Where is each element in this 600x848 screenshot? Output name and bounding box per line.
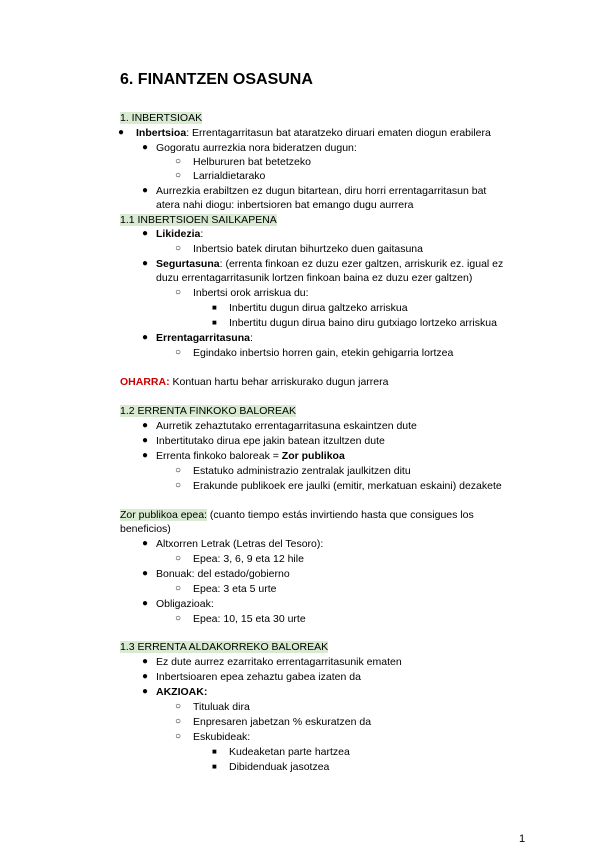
bullet-dot: ● [142, 598, 149, 609]
list-item: Segurtasuna: (errenta finkoan ez duzu ezer galtzen, arriskurik ez. igual ez [156, 258, 504, 270]
list-item-continuation: atera nahi diogu: inbertsioren bat emango dugu aurrera [156, 199, 414, 211]
list-item: Kudeaketan parte hartzea [229, 746, 350, 758]
list-item: Errentagarritasuna: [156, 332, 253, 344]
section-heading-sailkapena: 1.1 INBERTSIOEN SAILKAPENA [120, 214, 277, 226]
list-item: Aurrezkia erabiltzen ez dugun bitartean, diru horri errentagarritasun bat [156, 185, 487, 197]
list-item: Altxorren Letrak (Letras del Tesoro): [156, 538, 324, 550]
bullet-circle: ○ [175, 243, 182, 254]
list-item: Dibidenduak jasotzea [229, 761, 330, 773]
bullet-dot: ● [142, 538, 149, 549]
section-heading-inbertsioak: 1. INBERTSIOAK [120, 112, 203, 124]
bullet-dot: ● [142, 258, 149, 269]
bullet-dot: ● [142, 228, 149, 239]
section-heading-errenta-finkoko: 1.2 ERRENTA FINKOKO BALOREAK [120, 405, 297, 417]
bullet-circle: ○ [175, 613, 182, 624]
list-item: Estatuko administrazio zentralak jaulkitzen ditu [193, 465, 411, 477]
section-heading-errenta-aldakorreko: 1.3 ERRENTA ALDAKORREKO BALOREAK [120, 641, 329, 653]
bullet-dot: ● [142, 568, 149, 579]
list-item: Epea: 3 eta 5 urte [193, 583, 277, 595]
bullet-dot: ● [142, 420, 149, 431]
list-item: Inbertsioa: Errentagarritasun bat ataratzeko diruari ematen diogun erabilera [136, 127, 491, 139]
note-paragraph: OHARRA: Kontuan hartu behar arriskurako dugun jarrera [120, 376, 389, 388]
list-item: Epea: 3, 6, 9 eta 12 hile [193, 553, 304, 565]
zor-paragraph-continuation: beneficios) [120, 523, 171, 535]
list-item: Enpresaren jabetzan % eskuratzen da [193, 716, 372, 728]
list-item: Inbertsioaren epea zehaztu gabea izaten da [156, 671, 361, 683]
page-title: 6. FINANTZEN OSASUNA [120, 71, 313, 88]
list-item: Larrialdietarako [193, 170, 266, 182]
bullet-circle: ○ [175, 170, 182, 181]
bullet-circle: ○ [175, 716, 182, 727]
list-item-continuation: duzu errentagarritasunik lortzen finkoan baina ez duzu ezer galtzen) [156, 272, 473, 284]
bullet-square: ■ [212, 318, 217, 327]
page-number: 1 [519, 833, 526, 845]
bullet-circle: ○ [175, 583, 182, 594]
bullet-circle: ○ [175, 701, 182, 712]
bullet-dot: ● [142, 671, 149, 682]
list-item: Helbururen bat betetzeko [193, 156, 311, 168]
list-item: Obligazioak: [156, 598, 214, 610]
list-item: Aurretik zehaztutako errentagarritasuna eskaintzen dute [156, 420, 417, 432]
bullet-dot: ● [142, 686, 149, 697]
bullet-circle: ○ [175, 553, 182, 564]
bullet-circle: ○ [175, 347, 182, 358]
bullet-square: ■ [212, 303, 217, 312]
bullet-dot: ● [142, 450, 149, 461]
bullet-dot: ● [142, 656, 149, 667]
bullet-dot: ● [142, 332, 149, 343]
list-item: Epea: 10, 15 eta 30 urte [193, 613, 306, 625]
bullet-dot: ● [142, 435, 149, 446]
bullet-square: ■ [212, 747, 217, 756]
list-item: Ez dute aurrez ezarritako errentagarritasunik ematen [156, 656, 402, 668]
list-item: Inbertitu dugun dirua baino diru gutxiago lortzeko arriskua [229, 317, 497, 329]
list-item: Tituluak dira [193, 701, 250, 713]
list-item: AKZIOAK: [156, 686, 208, 698]
list-item: Gogoratu aurrezkia nora bideratzen dugun: [156, 142, 357, 154]
list-item: Eskubideak: [193, 731, 251, 743]
bullet-dot: ● [118, 127, 125, 138]
list-item: Errenta finkoko baloreak = Zor publikoa [156, 450, 345, 462]
zor-paragraph: Zor publikoa epea: (cuanto tiempo estás invirtiendo hasta que consigues los [120, 509, 474, 521]
bullet-circle: ○ [175, 287, 182, 298]
list-item: Inbertitu dugun dirua galtzeko arriskua [229, 302, 408, 314]
list-item: Likidezia: [156, 228, 204, 240]
list-item: Egindako inbertsio horren gain, etekin gehigarria lortzea [193, 347, 454, 359]
bullet-circle: ○ [175, 480, 182, 491]
bullet-dot: ● [142, 142, 149, 153]
list-item: Inbertsio batek dirutan bihurtzeko duen gaitasuna [193, 243, 423, 255]
bullet-dot: ● [142, 185, 149, 196]
bullet-square: ■ [212, 762, 217, 771]
bullet-circle: ○ [175, 465, 182, 476]
bullet-circle: ○ [175, 156, 182, 167]
list-item: Inbertitutako dirua epe jakin batean itzultzen dute [156, 435, 385, 447]
bullet-circle: ○ [175, 731, 182, 742]
list-item: Erakunde publikoek ere jaulki (emitir, merkatuan eskaini) dezakete [193, 480, 502, 492]
list-item: Bonuak: del estado/gobierno [156, 568, 290, 580]
list-item: Inbertsi orok arriskua du: [193, 287, 309, 299]
